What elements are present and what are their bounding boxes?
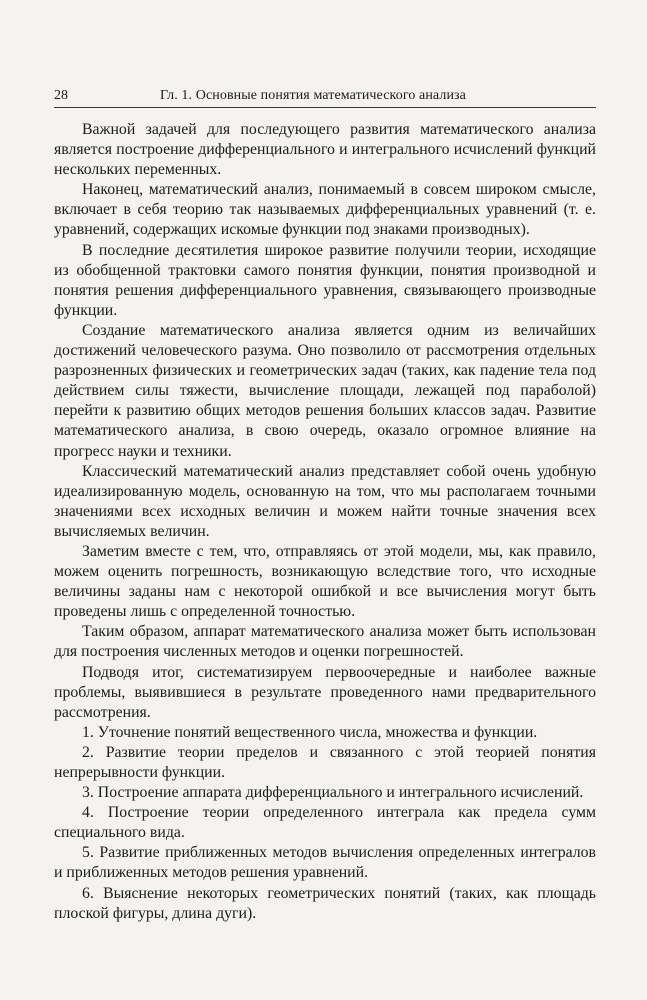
header-rule: [54, 107, 596, 108]
page-number: 28: [54, 88, 68, 103]
list-item: 3. Построение аппарата дифференциального и интегрального исчислений.: [82, 784, 584, 802]
list-item: 1. Уточнение понятий вещественного числа, множества и функции.: [82, 723, 538, 741]
list-item: 5. Развитие приближенных методов вычисления определенных интегралов и приближенных методов решения уравнений.: [54, 844, 596, 882]
paragraph: Заметим вместе с тем, что, отправляясь от этой модели, мы, как правило, можем оценить погрешность, возникающую вследствие того, что исходные величины заданы нам с некоторой ошибкой и все вычисления могут быть проведены лишь с определенной точностью.: [54, 542, 596, 621]
list-item: 2. Развитие теории пределов и связанного с этой теорией понятия непрерывности функции.: [54, 743, 596, 781]
paragraph: Наконец, математический анализ, понимаемый в совсем широком смысле, включает в себя теорию так называемых дифференциальных уравнений (т. е. уравнений, содержащих искомые функции под знаками производных).: [54, 181, 596, 239]
list-item: 6. Выяснение некоторых геометрических понятий (таких, как площадь плоской фигуры, длина дуги).: [54, 884, 596, 922]
paragraph: Таким образом, аппарат математического анализа может быть использован для построения численных методов и оценки погрешностей.: [54, 623, 596, 661]
paragraph: В последние десятилетия широкое развитие получили теории, исходящие из обобщенной трактовки самого понятия функции, понятия производной и понятия решения дифференциального уравнения, связывающего производные функции.: [54, 241, 596, 319]
list-item: 4. Построение теории определенного интеграла как предела сумм специального вида.: [54, 804, 596, 842]
running-head: [54, 86, 594, 106]
paragraph: Классический математический анализ представляет собой очень удобную идеализированную модель, основанную на том, что мы располагаем точными значениями всех исходных величин и можем найти точные значения всех вычисляемых величин.: [54, 462, 596, 540]
paragraph: Создание математического анализа является одним из величайших достижений человеческого разума. Оно позволило от рассмотрения отдельных разрозненных физических и геометрических задач (таких, как падение тела под действием силы тяжести, вычисление площади, лежащей под параболой) перейти к развитию общих методов решения больших классов задач. Развитие математического анализа, в свою очередь, оказало огромное влияние на прогресс науки и техники.: [54, 321, 596, 460]
chapter-title: Гл. 1. Основные понятия математического анализа: [160, 88, 466, 103]
body-text: [54, 120, 596, 924]
paragraph: Важной задачей для последующего развития математического анализа является построение дифференциального и интегрального исчислений функций нескольких переменных.: [54, 121, 596, 179]
paragraph: Подводя итог, систематизируем первоочередные и наиболее важные проблемы, выявившиеся в результате проведенного нами предварительного рассмотрения.: [54, 663, 596, 721]
